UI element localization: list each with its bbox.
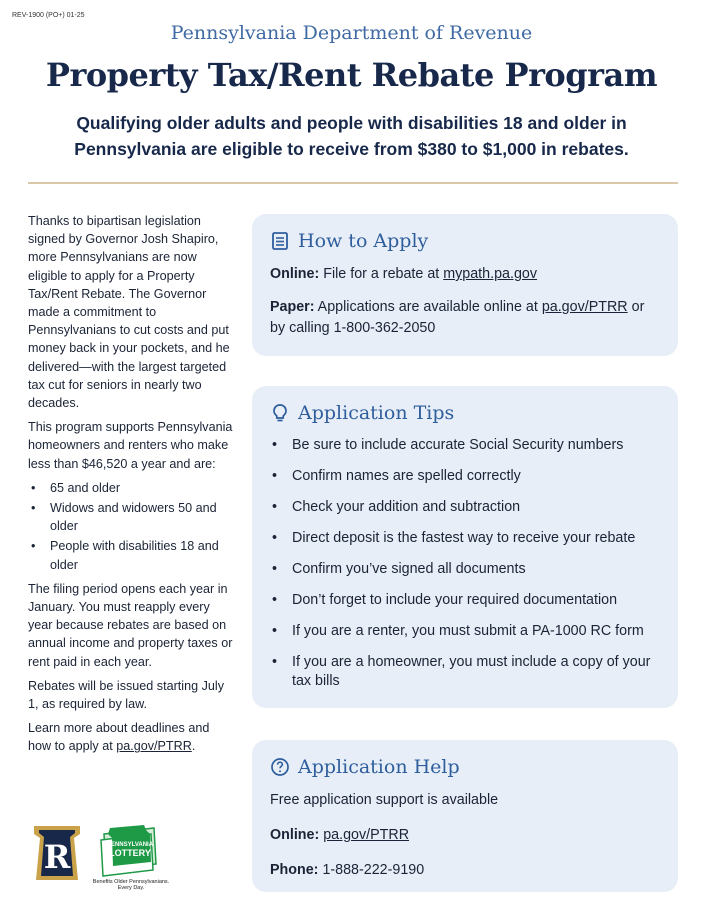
paper-ptrr-link[interactable]: pa.gov/PTRR (541, 299, 628, 315)
tip-item: • If you are a homeowner, you must include a copy of your tax bills (270, 653, 660, 691)
help-ptrr-link[interactable]: pa.gov/PTRR (323, 827, 410, 843)
ptrr-link[interactable]: pa.gov/PTRR (116, 739, 192, 754)
eligibility-item: • People with disabilities 18 and older (28, 537, 233, 573)
tip-item: • Confirm names are spelled correctly (270, 467, 660, 486)
eligibility-item: • Widows and widowers 50 and older (28, 499, 233, 535)
lottery-line1: PENNSYLVANIA (106, 842, 154, 848)
apply-online-label: Online: (270, 266, 320, 282)
application-tips-heading (270, 402, 660, 424)
help-online-line (270, 825, 660, 846)
application-help-card (252, 740, 678, 892)
revenue-letter: R (43, 838, 71, 876)
apply-paper-label: Paper: (270, 299, 315, 315)
tips-list (270, 436, 660, 691)
learn-more-paragraph (28, 719, 233, 755)
how-to-apply-heading (270, 230, 660, 252)
tip-item: • Confirm you’ve signed all documents (270, 560, 660, 579)
help-online-label: Online: (270, 827, 320, 843)
left-column (28, 212, 233, 762)
apply-online-line (270, 264, 660, 285)
tip-item: • Be sure to include accurate Social Security numbers (270, 436, 660, 455)
help-phone-line (270, 860, 660, 881)
application-help-heading (270, 756, 660, 778)
lottery-line2: LOTTERY (109, 848, 151, 858)
eligibility-item: • 65 and older (28, 479, 233, 497)
how-to-apply-title: How to Apply (298, 230, 429, 252)
revenue-keystone-logo (30, 824, 84, 882)
rebates-paragraph: Rebates will be issued starting July 1, as required by law. (28, 678, 224, 712)
apply-paper-text: Applications are available online at (314, 299, 542, 315)
filing-paragraph: The filing period opens each year in January. You must reapply every year because rebates are based on annual income and property taxes or rent paid in each year. (28, 581, 233, 669)
mypath-link[interactable]: mypath.pa.gov (443, 266, 538, 282)
learn-more-end: . (191, 739, 196, 754)
learn-more-text: Learn more about deadlines and how to apply at (28, 721, 210, 754)
department-name: Pennsylvania Department of Revenue (170, 22, 533, 44)
application-tips-card (252, 386, 678, 708)
document-icon (270, 231, 290, 251)
intro-paragraph: Thanks to bipartisan legislation signed by Governor Josh Shapiro, more Pennsylvanians are now eligible to apply for a Property Tax/Rent Rebate. The Governor made a commitment to Pennsylvanians to cut costs and put money back in your pockets, and he delivered—with the largest targeted tax cut for seniors in nearly two decades. (28, 214, 230, 411)
help-phone-label: Phone: (270, 862, 319, 878)
application-help-title: Application Help (298, 756, 460, 778)
apply-paper-line (270, 297, 660, 339)
how-to-apply-card (252, 214, 678, 356)
tip-item: • If you are a renter, you must submit a PA-1000 RC form (270, 622, 660, 641)
form-id: REV-1900 (PO+) 01-25 (12, 12, 85, 19)
application-tips-title: Application Tips (298, 402, 455, 424)
divider (28, 182, 678, 184)
eligibility-list (28, 479, 233, 574)
tip-item: • Check your addition and subtraction (270, 498, 660, 517)
page-subtitle: Qualifying older adults and people with disabilities 18 and older in Pennsylvania are eligible to receive from $380 to $1,000 in rebates. (74, 113, 629, 159)
tip-item: • Direct deposit is the fastest way to receive your rebate (270, 529, 660, 548)
apply-paper-end: or by calling 1-800-362-2050 (270, 299, 645, 336)
program-paragraph: This program supports Pennsylvania homeowners and renters who make less than $46,520 a year and are: (28, 420, 233, 471)
apply-online-text: File for a rebate at (319, 266, 444, 282)
page-title: Property Tax/Rent Rebate Program (45, 56, 658, 94)
help-phone-number: 1-888-222-9190 (322, 862, 425, 878)
question-circle-icon (270, 757, 290, 777)
lightbulb-icon (270, 403, 290, 423)
tip-item: • Don’t forget to include your required documentation (270, 591, 660, 610)
help-support-line: Free application support is available (270, 792, 499, 808)
lottery-tagline: Benefits Older Pennsylvanians. Every Day. (92, 879, 170, 891)
